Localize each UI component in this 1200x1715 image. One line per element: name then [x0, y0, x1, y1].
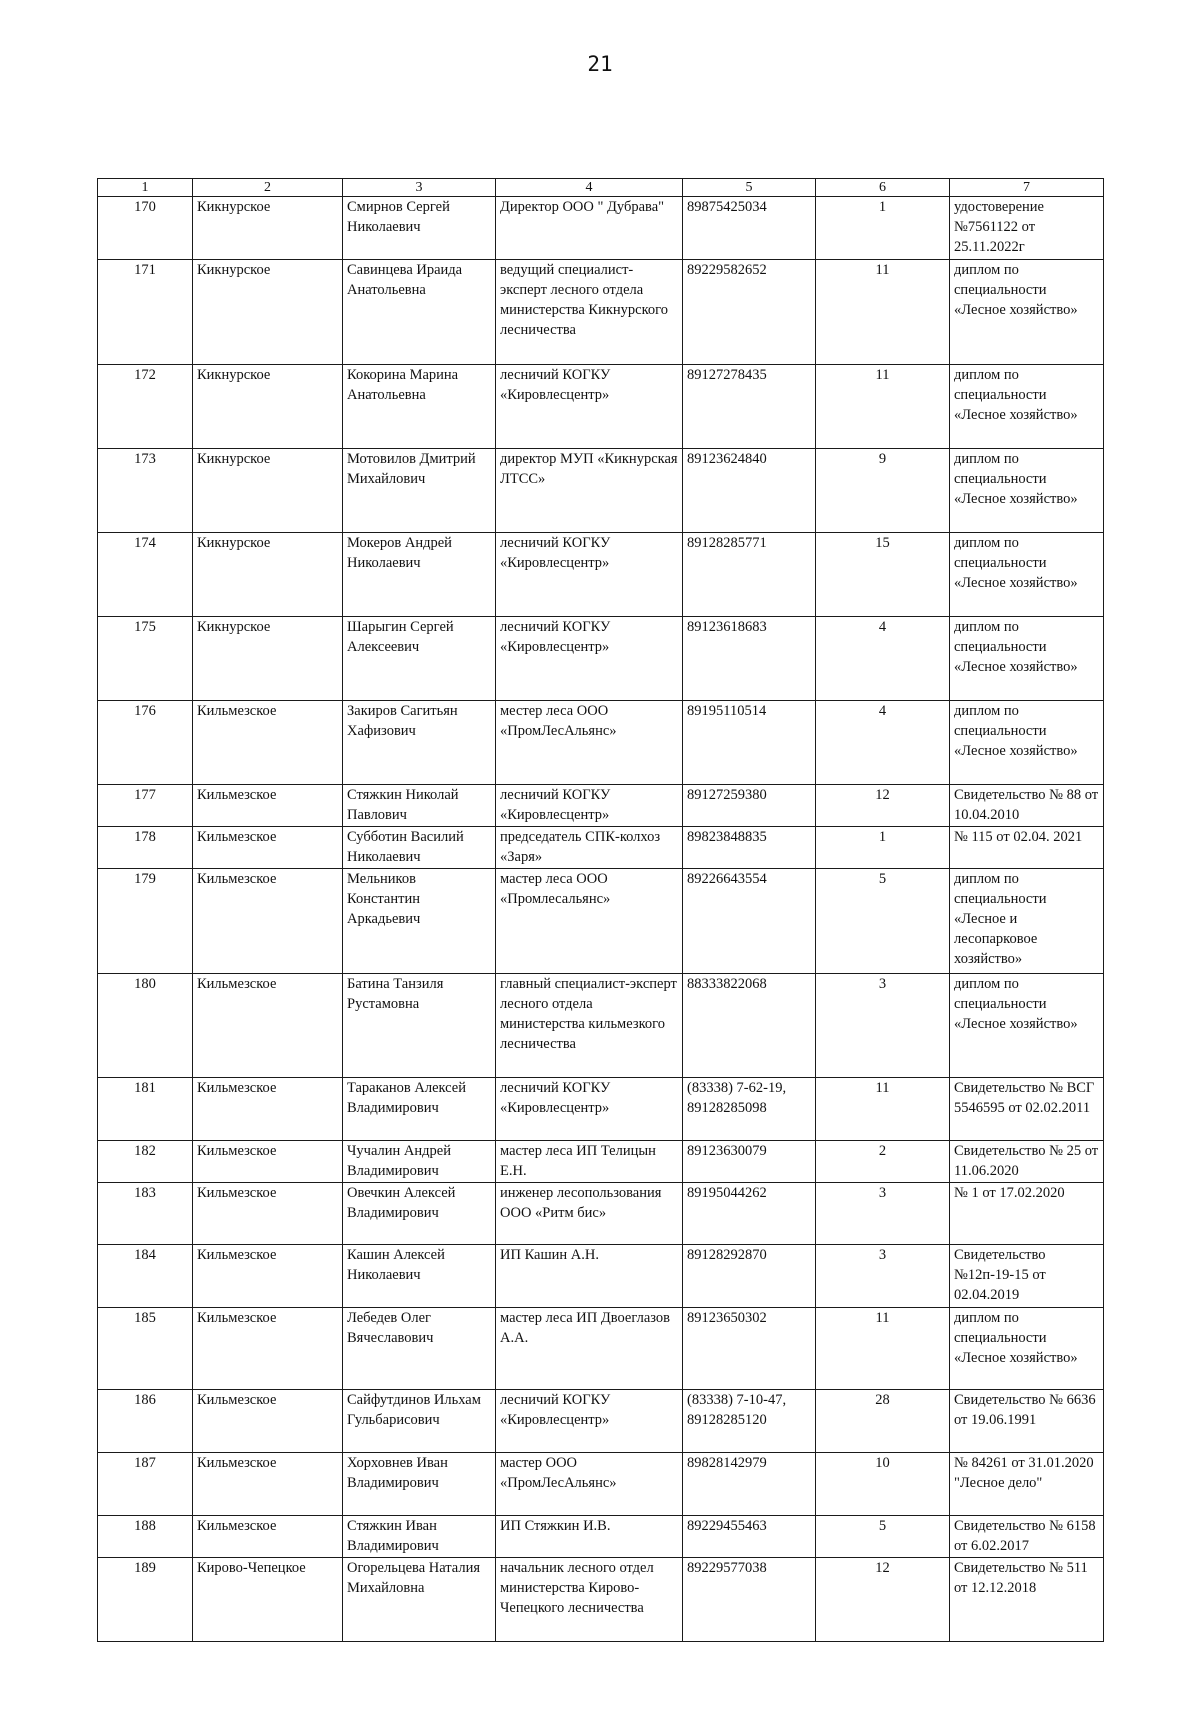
table-row [98, 1078, 1104, 1141]
phone-cell: 89128285771 [683, 533, 816, 617]
header-col-1: 1 [98, 179, 193, 197]
table-row [98, 785, 1104, 827]
table-row [98, 1183, 1104, 1245]
experience-cell: 5 [816, 869, 950, 974]
row-number: 171 [98, 260, 193, 365]
row-number: 186 [98, 1390, 193, 1453]
position-cell: лесничий КОГКУ «Кировлесцентр» [496, 1390, 683, 1453]
name-cell: Мельников Константин Аркадьевич [343, 869, 496, 974]
experience-cell: 1 [816, 827, 950, 869]
experience-cell: 5 [816, 1516, 950, 1558]
name-cell: Стяжкин Николай Павлович [343, 785, 496, 827]
experience-cell: 11 [816, 365, 950, 449]
header-col-4: 4 [496, 179, 683, 197]
district-cell: Кикнурское [193, 533, 343, 617]
district-cell: Кикнурское [193, 365, 343, 449]
name-cell: Батина Танзиля Рустамовна [343, 974, 496, 1078]
position-cell: местер леса ООО «ПромЛесАльянс» [496, 701, 683, 785]
position-cell: Директор ООО " Дубрава" [496, 197, 683, 260]
phone-cell: 89229577038 [683, 1558, 816, 1642]
phone-cell: 89226643554 [683, 869, 816, 974]
experience-cell: 4 [816, 617, 950, 701]
row-number: 185 [98, 1308, 193, 1390]
experience-cell: 3 [816, 1245, 950, 1308]
district-cell: Кильмезское [193, 1390, 343, 1453]
experience-cell: 1 [816, 197, 950, 260]
position-cell: лесничий КОГКУ «Кировлесцентр» [496, 365, 683, 449]
experience-cell: 4 [816, 701, 950, 785]
phone-cell: 89828142979 [683, 1453, 816, 1516]
experience-cell: 3 [816, 974, 950, 1078]
table-row [98, 1516, 1104, 1558]
district-cell: Кильмезское [193, 1078, 343, 1141]
table-row [98, 449, 1104, 533]
experience-cell: 11 [816, 1078, 950, 1141]
document-cell: Свидетельство № 25 от 11.06.2020 [950, 1141, 1104, 1183]
row-number: 188 [98, 1516, 193, 1558]
table-row [98, 365, 1104, 449]
phone-cell: 89823848835 [683, 827, 816, 869]
row-number: 183 [98, 1183, 193, 1245]
position-cell: лесничий КОГКУ «Кировлесцентр» [496, 785, 683, 827]
table-row [98, 974, 1104, 1078]
district-cell: Кильмезское [193, 1183, 343, 1245]
phone-cell: 89123624840 [683, 449, 816, 533]
experience-cell: 15 [816, 533, 950, 617]
district-cell: Кикнурское [193, 197, 343, 260]
document-cell: Свидетельство № 511 от 12.12.2018 [950, 1558, 1104, 1642]
name-cell: Чучалин Андрей Владимирович [343, 1141, 496, 1183]
position-cell: ИП Стяжкин И.В. [496, 1516, 683, 1558]
name-cell: Смирнов Сергей Николаевич [343, 197, 496, 260]
district-cell: Кильмезское [193, 1516, 343, 1558]
position-cell: лесничий КОГКУ «Кировлесцентр» [496, 617, 683, 701]
row-number: 174 [98, 533, 193, 617]
row-number: 182 [98, 1141, 193, 1183]
district-cell: Кильмезское [193, 869, 343, 974]
name-cell: Овечкин Алексей Владимирович [343, 1183, 496, 1245]
table-row [98, 827, 1104, 869]
document-cell: Свидетельство № 88 от 10.04.2010 [950, 785, 1104, 827]
name-cell: Закиров Сагитьян Хафизович [343, 701, 496, 785]
document-cell: диплом по специальности «Лесное хозяйство» [950, 260, 1104, 365]
position-cell: начальник лесного отдел министерства Кирово-Чепецкого лесничества [496, 1558, 683, 1642]
document-cell: Свидетельство №12п-19-15 от 02.04.2019 [950, 1245, 1104, 1308]
phone-cell: 88333822068 [683, 974, 816, 1078]
document-cell: Свидетельство № 6158 от 6.02.2017 [950, 1516, 1104, 1558]
table-row [98, 617, 1104, 701]
phone-cell: 89195044262 [683, 1183, 816, 1245]
document-cell: № 115 от 02.04. 2021 [950, 827, 1104, 869]
header-col-7: 7 [950, 179, 1104, 197]
row-number: 187 [98, 1453, 193, 1516]
row-number: 173 [98, 449, 193, 533]
experience-cell: 3 [816, 1183, 950, 1245]
name-cell: Субботин Василий Николаевич [343, 827, 496, 869]
document-cell: диплом по специальности «Лесное хозяйство» [950, 701, 1104, 785]
document-cell: Свидетельство № 6636 от 19.06.1991 [950, 1390, 1104, 1453]
name-cell: Савинцева Ираида Анатольевна [343, 260, 496, 365]
district-cell: Кильмезское [193, 1141, 343, 1183]
page-number: 21 [587, 52, 613, 76]
name-cell: Хорховнев Иван Владимирович [343, 1453, 496, 1516]
table-row [98, 197, 1104, 260]
experience-cell: 12 [816, 785, 950, 827]
header-row [98, 179, 1104, 197]
table-row [98, 1453, 1104, 1516]
position-cell: главный специалист-эксперт лесного отдела министерства кильмезкого лесничества [496, 974, 683, 1078]
phone-cell: 89229582652 [683, 260, 816, 365]
name-cell: Кокорина Марина Анатольевна [343, 365, 496, 449]
row-number: 189 [98, 1558, 193, 1642]
row-number: 176 [98, 701, 193, 785]
document-cell: диплом по специальности «Лесное хозяйство» [950, 533, 1104, 617]
district-cell: Кильмезское [193, 701, 343, 785]
phone-cell: 89123630079 [683, 1141, 816, 1183]
row-number: 181 [98, 1078, 193, 1141]
district-cell: Кикнурское [193, 260, 343, 365]
experience-cell: 11 [816, 260, 950, 365]
document-cell: удостоверение №7561122 от 25.11.2022г [950, 197, 1104, 260]
experience-cell: 2 [816, 1141, 950, 1183]
document-cell: диплом по специальности «Лесное хозяйство» [950, 449, 1104, 533]
name-cell: Мотовилов Дмитрий Михайлович [343, 449, 496, 533]
document-cell: диплом по специальности «Лесное хозяйство» [950, 1308, 1104, 1390]
document-cell: диплом по специальности «Лесное хозяйство» [950, 617, 1104, 701]
position-cell: ведущий специалист-эксперт лесного отдела министерства Кикнурского лесничества [496, 260, 683, 365]
table-row [98, 533, 1104, 617]
district-cell: Кикнурское [193, 617, 343, 701]
experience-cell: 10 [816, 1453, 950, 1516]
phone-cell: 89127259380 [683, 785, 816, 827]
row-number: 184 [98, 1245, 193, 1308]
district-cell: Кильмезское [193, 1453, 343, 1516]
document-cell: диплом по специальности «Лесное хозяйство» [950, 365, 1104, 449]
district-cell: Кильмезское [193, 1308, 343, 1390]
registry-table [97, 178, 1104, 1642]
experience-cell: 12 [816, 1558, 950, 1642]
row-number: 172 [98, 365, 193, 449]
district-cell: Кильмезское [193, 1245, 343, 1308]
phone-cell: 89229455463 [683, 1516, 816, 1558]
row-number: 170 [98, 197, 193, 260]
phone-cell: 89123618683 [683, 617, 816, 701]
document-cell: № 1 от 17.02.2020 [950, 1183, 1104, 1245]
name-cell: Стяжкин Иван Владимирович [343, 1516, 496, 1558]
district-cell: Кильмезское [193, 974, 343, 1078]
position-cell: мастер леса ИП Двоеглазов А.А. [496, 1308, 683, 1390]
table-row [98, 1390, 1104, 1453]
district-cell: Кикнурское [193, 449, 343, 533]
name-cell: Мокеров Андрей Николаевич [343, 533, 496, 617]
phone-cell: 89127278435 [683, 365, 816, 449]
header-col-5: 5 [683, 179, 816, 197]
position-cell: лесничий КОГКУ «Кировлесцентр» [496, 1078, 683, 1141]
position-cell: лесничий КОГКУ «Кировлесцентр» [496, 533, 683, 617]
row-number: 178 [98, 827, 193, 869]
name-cell: Огорельцева Наталия Михайловна [343, 1558, 496, 1642]
table-row [98, 1245, 1104, 1308]
row-number: 179 [98, 869, 193, 974]
name-cell: Лебедев Олег Вячеславович [343, 1308, 496, 1390]
phone-cell: 89875425034 [683, 197, 816, 260]
table-row [98, 1141, 1104, 1183]
district-cell: Кирово-Чепецкое [193, 1558, 343, 1642]
position-cell: мастер леса ООО «Промлесальянс» [496, 869, 683, 974]
phone-cell: (83338) 7-10-47, 89128285120 [683, 1390, 816, 1453]
table-row [98, 869, 1104, 974]
table-row [98, 1308, 1104, 1390]
document-cell: № 84261 от 31.01.2020 "Лесное дело" [950, 1453, 1104, 1516]
name-cell: Кашин Алексей Николаевич [343, 1245, 496, 1308]
document-cell: диплом по специальности «Лесное и лесопарковое хозяйство» [950, 869, 1104, 974]
position-cell: ИП Кашин А.Н. [496, 1245, 683, 1308]
row-number: 177 [98, 785, 193, 827]
experience-cell: 11 [816, 1308, 950, 1390]
district-cell: Кильмезское [193, 827, 343, 869]
position-cell: председатель СПК-колхоз «Заря» [496, 827, 683, 869]
table-row [98, 260, 1104, 365]
experience-cell: 28 [816, 1390, 950, 1453]
position-cell: мастер леса ИП Телицын Е.Н. [496, 1141, 683, 1183]
position-cell: мастер ООО «ПромЛесАльянс» [496, 1453, 683, 1516]
header-col-6: 6 [816, 179, 950, 197]
phone-cell: 89128292870 [683, 1245, 816, 1308]
document-cell: Свидетельство № ВСГ 5546595 от 02.02.2011 [950, 1078, 1104, 1141]
row-number: 180 [98, 974, 193, 1078]
header-col-3: 3 [343, 179, 496, 197]
document-cell: диплом по специальности «Лесное хозяйство» [950, 974, 1104, 1078]
phone-cell: 89195110514 [683, 701, 816, 785]
name-cell: Шарыгин Сергей Алексеевич [343, 617, 496, 701]
table-row [98, 1558, 1104, 1642]
district-cell: Кильмезское [193, 785, 343, 827]
header-col-2: 2 [193, 179, 343, 197]
name-cell: Тараканов Алексей Владимирович [343, 1078, 496, 1141]
name-cell: Сайфутдинов Ильхам Гульбарисович [343, 1390, 496, 1453]
table-row [98, 701, 1104, 785]
position-cell: директор МУП «Кикнурская ЛТСС» [496, 449, 683, 533]
position-cell: инженер лесопользования ООО «Ритм бис» [496, 1183, 683, 1245]
phone-cell: (83338) 7-62-19, 89128285098 [683, 1078, 816, 1141]
row-number: 175 [98, 617, 193, 701]
experience-cell: 9 [816, 449, 950, 533]
phone-cell: 89123650302 [683, 1308, 816, 1390]
